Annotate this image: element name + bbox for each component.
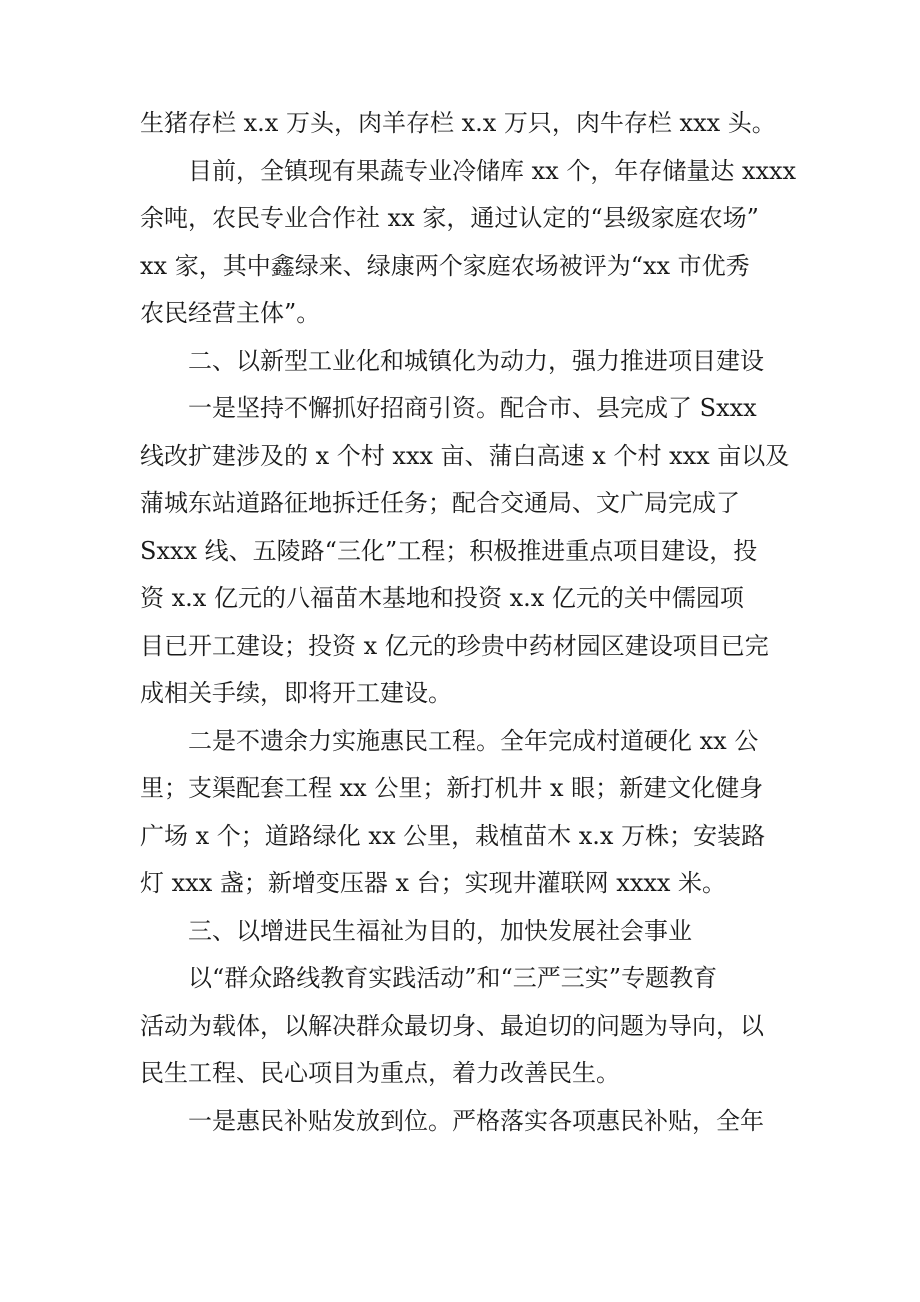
body-line: 农民经营主体”。 xyxy=(140,299,321,327)
body-line: 里；支渠配套工程 xx 公里；新打机井 x 眼；新建文化健身 xyxy=(140,774,764,802)
body-line: 目已开工建设；投资 x 亿元的珍贵中药材园区建设项目已完 xyxy=(140,631,769,660)
body-line: 资 x.x 亿元的八福苗木基地和投资 x.x 亿元的关中儒园项 xyxy=(140,584,744,612)
body-line: 线改扩建涉及的 x 个村 xxx 亩、蒲白高速 x 个村 xxx 亩以及 xyxy=(140,441,790,470)
body-line: 灯 xxx 盏；新增变压器 x 台；实现井灌联网 xxxx 米。 xyxy=(140,869,727,897)
section-heading-3: 三、以增进民生福祉为目的，加快发展社会事业 xyxy=(188,916,692,945)
body-line: 民生工程、民心项目为重点，着力改善民生。 xyxy=(140,1059,620,1087)
body-line: Sxxx 线、五陵路“三化”工程；积极推进重点项目建设，投 xyxy=(140,536,758,565)
paragraph-line-first: 目前，全镇现有果蔬专业冷储库 xx 个，年存储量达 xxxx xyxy=(188,156,797,185)
body-line-continuation: 生猪存栏 x.x 万头，肉羊存栏 x.x 万只，肉牛存栏 xxx 头。 xyxy=(140,109,776,137)
section-heading-2: 二、以新型工业化和城镇化为动力，强力推进项目建设 xyxy=(188,346,764,375)
body-line: xx 家，其中鑫绿来、绿康两个家庭农场被评为“xx 市优秀 xyxy=(140,251,750,280)
body-line: 成相关手续，即将开工建设。 xyxy=(140,679,452,707)
body-line: 广场 x 个；道路绿化 xx 公里，栽植苗木 x.x 万株；安装路 xyxy=(140,821,766,850)
body-line: 活动为载体，以解决群众最切身、最迫切的问题为导向，以 xyxy=(140,1011,764,1040)
paragraph-line-first: 二是不遗余力实施惠民工程。全年完成村道硬化 xx 公 xyxy=(188,726,759,755)
body-line: 余吨，农民专业合作社 xx 家，通过认定的“县级家庭农场” xyxy=(140,204,759,232)
body-line: 蒲城东站道路征地拆迁任务；配合交通局、文广局完成了 xyxy=(140,489,740,517)
paragraph-line-first: 一是坚持不懈抓好招商引资。配合市、县完成了 Sxxx xyxy=(188,394,757,422)
paragraph-line-first: 一是惠民补贴发放到位。严格落实各项惠民补贴，全年 xyxy=(188,1106,764,1135)
document-body xyxy=(140,100,797,1145)
paragraph-line-first: 以“群众路线教育实践活动”和“三严三实”专题教育 xyxy=(188,964,718,992)
